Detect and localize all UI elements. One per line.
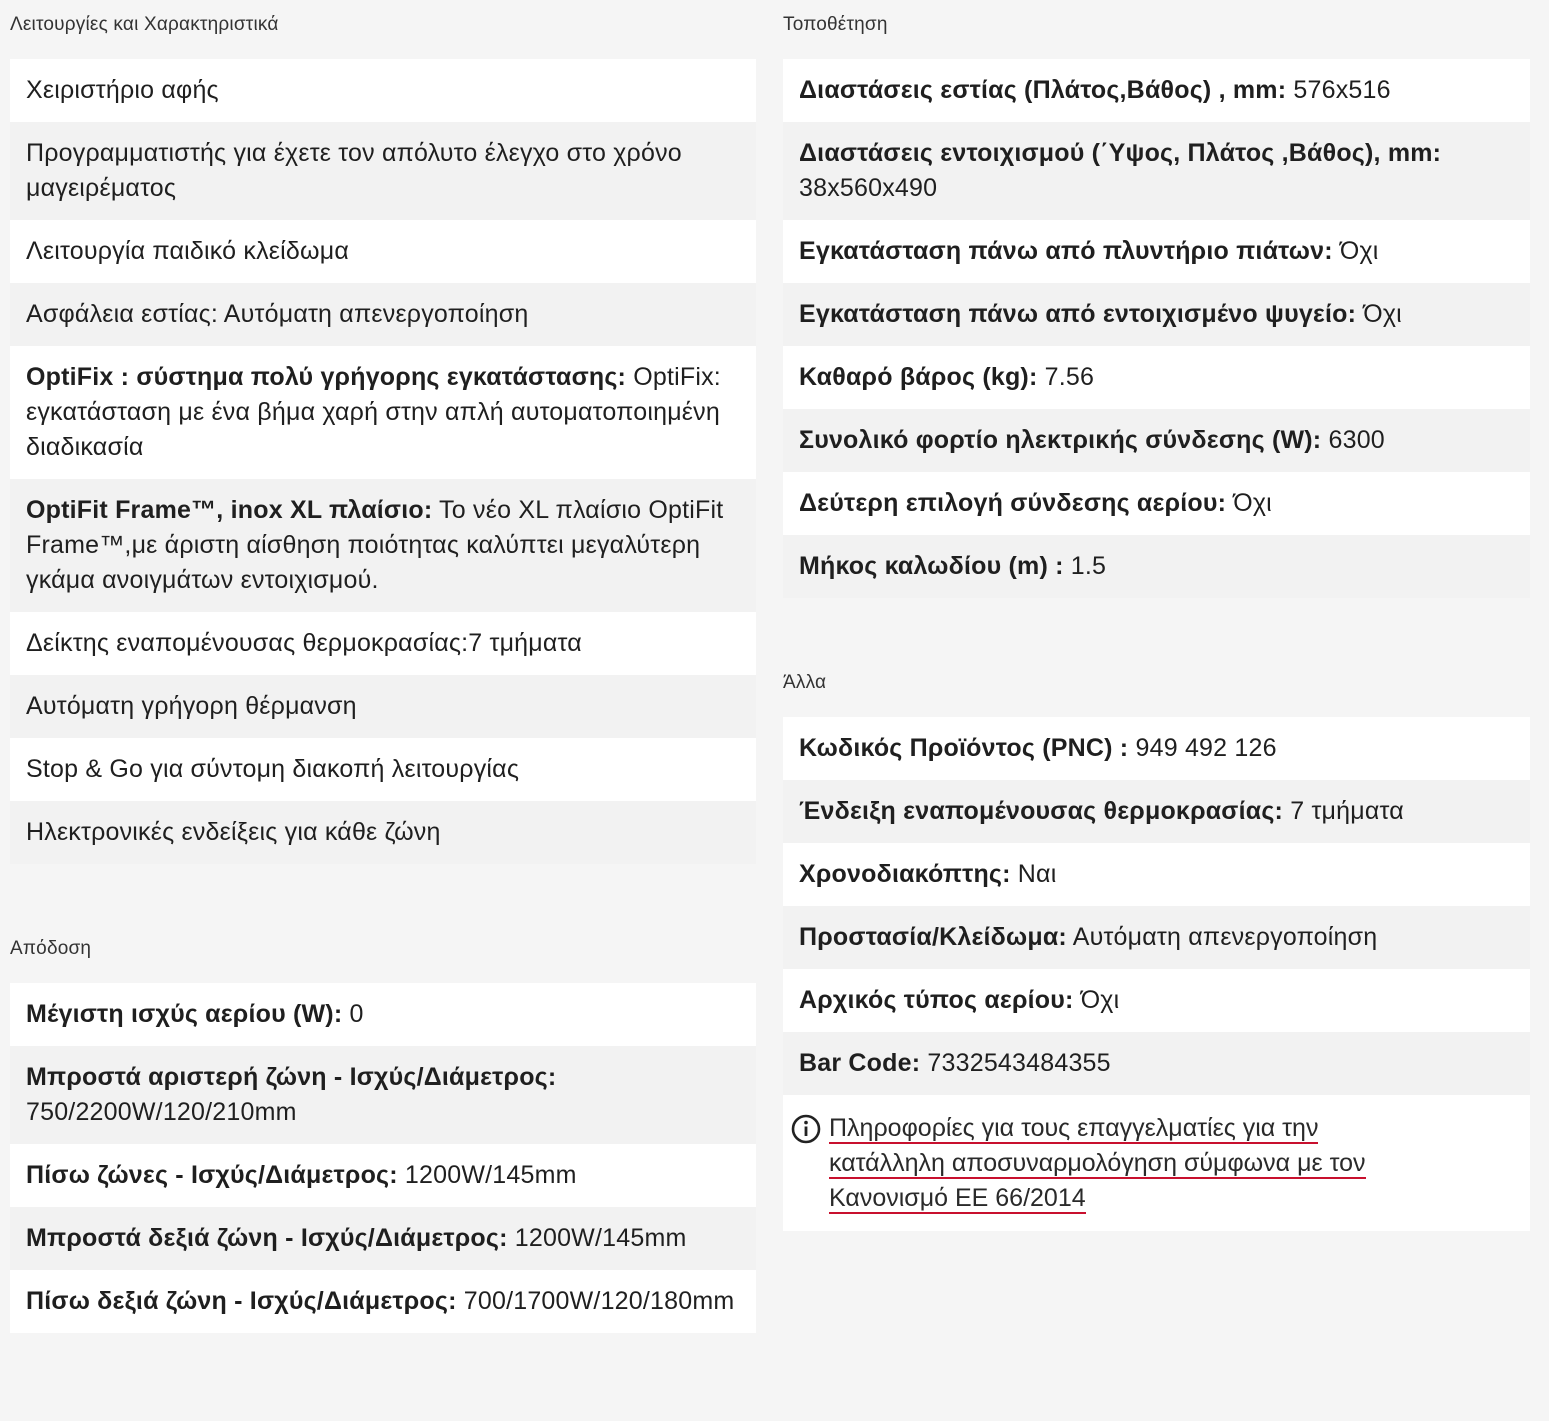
spec-value: Προγραμματιστής για έχετε τον απόλυτο έλεγχο στο χρόνο μαγειρέματος	[26, 139, 682, 202]
spec-label: OptiFit Frame™, inox XL πλαίσιο:	[26, 496, 433, 524]
info-link-line-3: Κανονισμό ΕΕ 66/2014	[829, 1184, 1086, 1212]
info-row	[783, 1095, 1530, 1231]
spec-row	[10, 801, 756, 864]
spec-label: Καθαρό βάρος (kg):	[799, 363, 1038, 391]
performance-list	[10, 983, 756, 1333]
spec-label: Bar Code:	[799, 1049, 921, 1077]
spec-value: Το νέο XL πλαίσιο OptiFit Frame™,με άριστη αίσθηση ποιότητας καλύπτει μεγαλύτερη γκάμα ανοιγμάτων εντοιχισμού.	[26, 496, 724, 594]
spec-value: 1200W/145mm	[397, 1161, 577, 1189]
spec-value: Δείκτης εναπομένουσας θερμοκρασίας:7 τμήματα	[26, 629, 582, 657]
info-link-line-1: Πληροφορίες για τους επαγγελματίες για την	[829, 1114, 1319, 1142]
spec-row	[10, 1144, 756, 1207]
spec-value: 38x560x490	[799, 174, 938, 202]
spec-value: 0	[342, 1000, 364, 1028]
spec-row	[10, 122, 756, 220]
spec-value: Χειριστήριο αφής	[26, 76, 219, 104]
spec-row	[10, 1046, 756, 1144]
spec-label: Συνολικό φορτίο ηλεκτρικής σύνδεσης (W):	[799, 426, 1322, 454]
spec-row	[10, 738, 756, 801]
spec-value: 7 τμήματα	[1283, 797, 1404, 825]
spec-value: 700/1700W/120/180mm	[456, 1287, 735, 1315]
spec-row	[10, 479, 756, 612]
spec-value: Όχι	[1226, 489, 1272, 517]
spec-value: Όχι	[1332, 237, 1379, 265]
spec-label: Μήκος καλωδίου (m) :	[799, 552, 1064, 580]
spec-label: Μέγιστη ισχύς αερίου (W):	[26, 1000, 343, 1028]
section-title-other: Άλλα	[783, 672, 827, 693]
features-list	[10, 59, 756, 864]
spec-row	[10, 283, 756, 346]
spec-label: Μπροστά δεξιά ζώνη - Ισχύς/Διάμετρος:	[26, 1224, 508, 1252]
spec-row	[10, 983, 756, 1046]
spec-row	[783, 346, 1530, 409]
spec-value: OptiFix: εγκατάσταση με ένα βήμα χαρή στην απλή αυτοματοποιημένη διαδικασία	[26, 363, 721, 461]
spec-row	[783, 717, 1530, 780]
spec-row	[783, 535, 1530, 598]
spec-label: Αρχικός τύπος αερίου:	[799, 986, 1074, 1014]
spec-value: 1.5	[1063, 552, 1107, 580]
section-title-installation: Τοποθέτηση	[783, 14, 888, 35]
spec-value: Ναι	[1010, 860, 1057, 888]
spec-row	[783, 283, 1530, 346]
spec-value: Ασφάλεια εστίας: Αυτόματη απενεργοποίηση	[26, 300, 529, 328]
spec-label: Πίσω ζώνες - Ισχύς/Διάμετρος:	[26, 1161, 398, 1189]
spec-label: Μπροστά αριστερή ζώνη - Ισχύς/Διάμετρος:	[26, 1063, 557, 1091]
other-list	[783, 717, 1530, 1095]
spec-value: 750/2200W/120/210mm	[26, 1098, 297, 1126]
spec-row	[783, 220, 1530, 283]
spec-row	[783, 1032, 1530, 1095]
spec-value: 6300	[1321, 426, 1385, 454]
spec-label: Χρονοδιακόπτης:	[799, 860, 1011, 888]
spec-label: Διαστάσεις εντοιχισμού (΄Υψος, Πλάτος ,Βάθος), mm:	[799, 139, 1442, 167]
spec-label: Πίσω δεξιά ζώνη - Ισχύς/Διάμετρος:	[26, 1287, 457, 1315]
spec-value: Αυτόματη γρήγορη θέρμανση	[26, 692, 357, 720]
spec-label: Εγκατάσταση πάνω από εντοιχισμένο ψυγείο:	[799, 300, 1357, 328]
spec-row	[783, 122, 1530, 220]
spec-value: 576x516	[1286, 76, 1391, 104]
spec-row	[783, 969, 1530, 1032]
spec-row	[783, 409, 1530, 472]
section-title-performance: Απόδοση	[10, 938, 92, 959]
spec-row	[10, 220, 756, 283]
info-icon	[791, 1114, 821, 1144]
spec-label: Εγκατάσταση πάνω από πλυντήριο πιάτων:	[799, 237, 1333, 265]
disassembly-info-link[interactable]	[829, 1111, 1366, 1216]
spec-row	[10, 675, 756, 738]
right-column	[783, 0, 1530, 1231]
spec-label: Δεύτερη επιλογή σύνδεσης αερίου:	[799, 489, 1227, 517]
spec-value: Αυτόματη απενεργοποίηση	[1066, 923, 1378, 951]
spec-value: Όχι	[1356, 300, 1402, 328]
spec-row	[10, 59, 756, 122]
spec-row	[783, 780, 1530, 843]
info-link-line-2: κατάλληλη αποσυναρμολόγηση σύμφωνα με τον	[829, 1149, 1366, 1177]
spec-value: Stop & Go για σύντομη διακοπή λειτουργίας	[26, 755, 520, 783]
installation-list	[783, 59, 1530, 598]
spec-row	[10, 612, 756, 675]
spec-value: Λειτουργία παιδικό κλείδωμα	[26, 237, 349, 265]
section-title-features: Λειτουργίες και Χαρακτηριστικά	[10, 14, 279, 35]
spec-row	[10, 346, 756, 479]
spec-value: Ηλεκτρονικές ενδείξεις για κάθε ζώνη	[26, 818, 441, 846]
spec-label: Κωδικός Προϊόντος (PNC) :	[799, 734, 1129, 762]
spec-row	[783, 843, 1530, 906]
spec-row	[10, 1207, 756, 1270]
spec-value: 1200W/145mm	[507, 1224, 687, 1252]
spec-value: Όχι	[1073, 986, 1120, 1014]
spec-row	[10, 1270, 756, 1333]
spec-label: Προστασία/Κλείδωμα:	[799, 923, 1067, 951]
spec-row	[783, 906, 1530, 969]
left-column	[10, 0, 756, 1333]
spec-label: Διαστάσεις εστίας (Πλάτος,Βάθος) , mm:	[799, 76, 1287, 104]
spec-label: Ένδειξη εναπομένουσας θερμοκρασίας:	[799, 797, 1284, 825]
spec-row	[783, 472, 1530, 535]
spec-value: 7332543484355	[920, 1049, 1111, 1077]
spec-row	[783, 59, 1530, 122]
spec-label: OptiFix : σύστημα πολύ γρήγορης εγκατάστασης:	[26, 363, 627, 391]
spec-value: 7.56	[1037, 363, 1095, 391]
spec-value: 949 492 126	[1128, 734, 1277, 762]
